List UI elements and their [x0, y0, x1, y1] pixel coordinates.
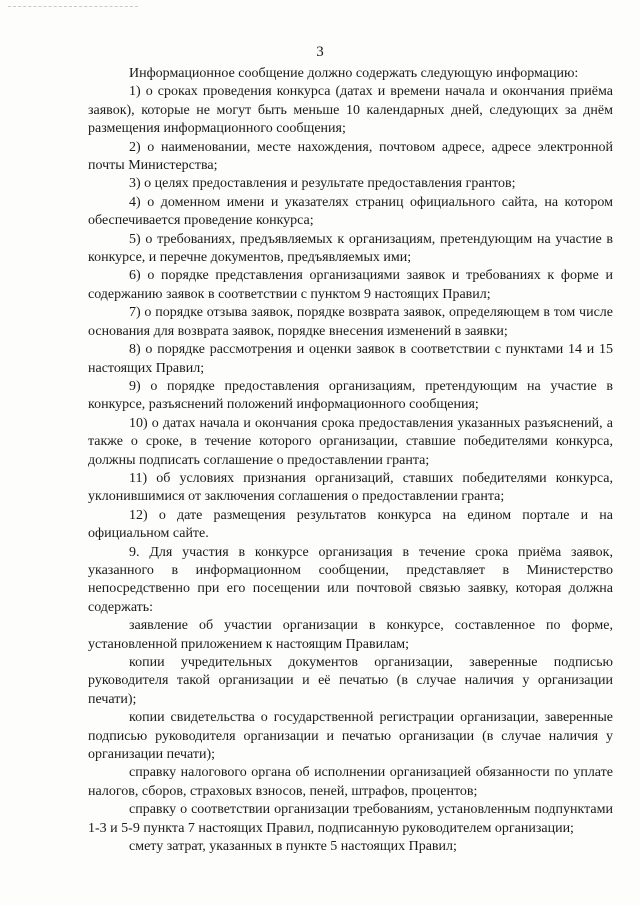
list-item-1: 1) о сроках проведения конкурса (датах и времени начала и окончания приёма заявок), которые не могут быть меньше 10 календарных дней, следующих за днём размещения информационного сообщения; — [88, 84, 613, 137]
requirement-cost-estimate: смету затрат, указанных в пункте 5 настоящих Правил; — [129, 839, 457, 855]
list-item-3: 3) о целях предоставления и результате предоставления грантов; — [129, 176, 516, 192]
list-item-2: 2) о наименовании, месте нахождения, почтовом адресе, адресе электронной почты Министерства; — [88, 139, 613, 174]
list-item-11: 11) об условиях признания организаций, ставших победителями конкурса, уклонившимися от заключения соглашения о предоставлении гранта; — [88, 470, 613, 505]
page-number: 3 — [316, 44, 324, 60]
document-body — [88, 65, 613, 856]
requirement-application: заявление об участии организации в конкурсе, составленное по форме, установленной приложением к настоящим Правилам; — [88, 618, 613, 652]
section-9-paragraph: 9. Для участия в конкурсе организация в течение срока приёма заявок, указанного в информационном сообщении, представляет в Министерство непосредственно при его посещении или почтовой связью заявку, которая должна содержать: — [88, 544, 613, 615]
list-item-7: 7) о порядке отзыва заявок, порядке возврата заявок, определяющем в том числе основания для возврата заявок, порядке внесения изменений в заявки; — [88, 305, 613, 339]
paragraph-intro: Информационное сообщение должно содержать следующую информацию: — [129, 66, 579, 81]
list-item-5: 5) о требованиях, предъявляемых к организациям, претендующим на участие в конкурсе, и перечне документов, предъявляемых ими; — [88, 231, 613, 266]
requirement-tax-certificate: справку налогового органа об исполнении организацией обязанности по уплате налогов, сборов, страховых взносов, пеней, штрафов, процентов; — [88, 765, 613, 799]
list-item-12: 12) о дате размещения результатов конкурса на едином портале и на официальном сайте. — [88, 507, 613, 542]
requirement-registration-copies: копии свидетельства о государственной регистрации организации, заверенные подписью руководителя организации и печатью организации (в случае наличия у организации печати); — [88, 710, 613, 763]
requirement-compliance-certificate: справку о соответствии организации требованиям, установленным подпунктами 1-3 и 5-9 пункта 7 настоящих Правил, подписанную руководителем организации; — [88, 802, 613, 836]
list-item-9: 9) о порядке предоставления организациям, претендующим на участие в конкурсе, разъяснений положений информационного сообщения; — [88, 378, 613, 413]
list-item-6: 6) о порядке представления организациями заявок и требованиях к форме и содержанию заявок в соответствии с пунктом 9 настоящих Правил; — [88, 268, 613, 302]
list-item-10: 10) о датах начала и окончания срока предоставления указанных разъяснений, а также о сроке, в течение которого организации, ставшие победителями конкурса, должны подписать соглашение о предоставлении гранта; — [88, 415, 613, 468]
list-item-4: 4) о доменном имени и указателях страниц официального сайта, на котором обеспечивается проведение конкурса; — [88, 194, 613, 229]
scan-artifact — [8, 6, 138, 11]
list-item-8: 8) о порядке рассмотрения и оценки заявок в соответствии с пунктами 14 и 15 настоящих Правил; — [88, 342, 613, 376]
requirement-charter-copies: копии учредительных документов организации, заверенные подписью руководителя такой организации и её печатью (в случае наличия у организации печати); — [88, 655, 613, 707]
